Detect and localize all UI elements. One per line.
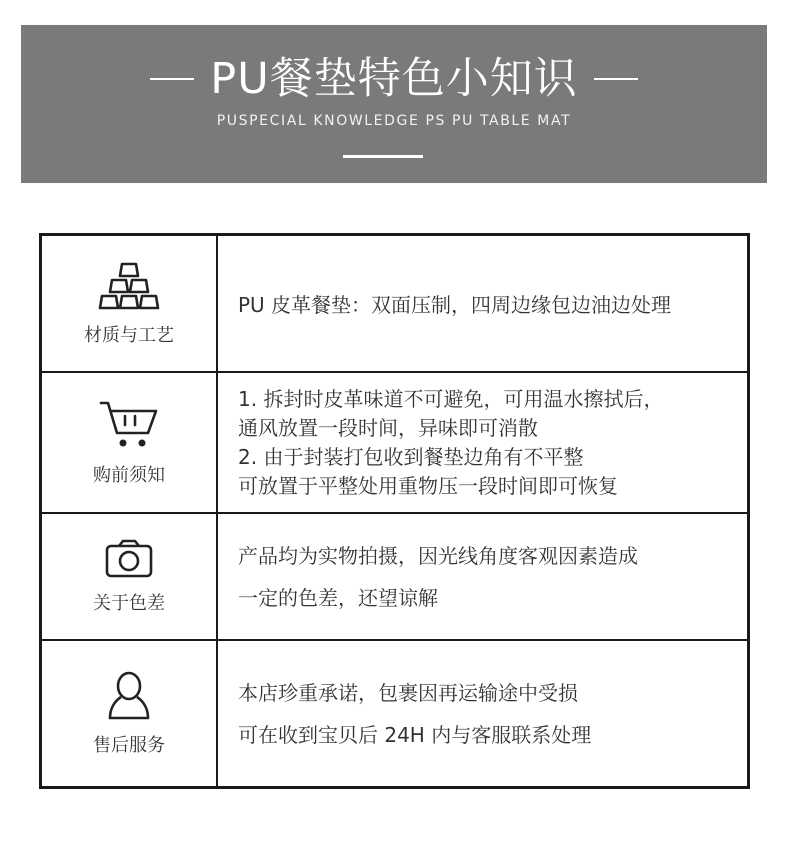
header-banner [21,25,767,183]
row-material [42,236,747,373]
title-row [21,53,767,105]
camera-icon [104,539,154,579]
title-dash-right [594,78,638,80]
row-label: 售后服务 [93,734,165,756]
row-text-line: 通风放置一段时间，异味即可消散 [238,415,538,440]
row-content [218,514,747,639]
row-text-line: 产品均为实物拍摄，因光线角度客观因素造成 [238,543,638,568]
row-label: 购前须知 [93,464,165,486]
page-subtitle: PUSPECIAL KNOWLEDGE PS PU TABLE MAT [216,113,572,129]
row-before-purchase [42,373,747,514]
row-text-line: 可在收到宝贝后 24H 内与客服联系处理 [238,722,592,747]
row-text-line: 2. 由于封装打包收到餐垫边角有不平整 [238,444,584,469]
shopping-cart-icon [98,399,160,451]
row-content [218,641,747,786]
row-label: 关于色差 [93,592,165,614]
row-text-line: PU 皮革餐垫：双面压制，四周边缘包边油边处理 [238,293,672,317]
row-text-line: 一定的色差，还望谅解 [238,585,438,610]
user-icon [107,671,151,721]
gold-bars-icon [96,261,162,311]
title-underline [343,155,423,158]
row-label-cell [42,514,218,639]
row-content [218,373,747,512]
row-text-line: 1. 拆封时皮革味道不可避免，可用温水擦拭后， [238,386,664,411]
row-text-line: 可放置于平整处用重物压一段时间即可恢复 [238,473,618,498]
title-dash-left [150,78,194,80]
row-text-line: 本店珍重承诺，包裹因再运输途中受损 [238,680,578,705]
row-label: 材质与工艺 [84,324,174,346]
row-content [218,236,747,371]
row-label-cell [42,236,218,371]
row-color-difference [42,514,747,641]
info-table [39,233,750,789]
row-label-cell [42,641,218,786]
page-title: PU餐垫特色小知识 [210,54,578,104]
row-after-sales [42,641,747,786]
row-label-cell [42,373,218,512]
